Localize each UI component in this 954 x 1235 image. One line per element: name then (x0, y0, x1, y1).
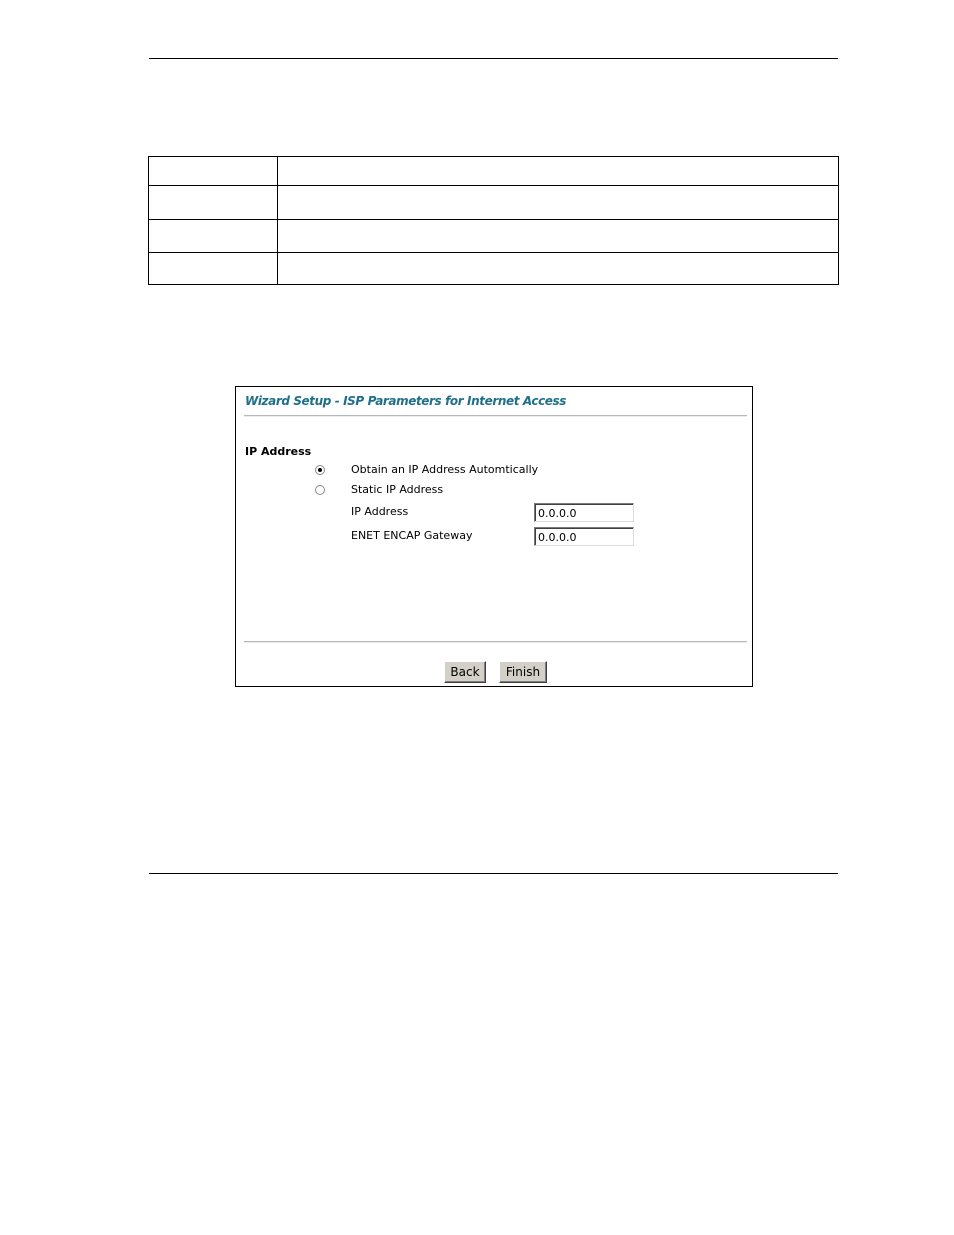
ip-address-input[interactable] (534, 503, 634, 522)
back-button[interactable]: Back (444, 661, 486, 683)
table-cell (278, 220, 839, 253)
table-row (149, 186, 839, 220)
footer-divider (244, 641, 747, 643)
gateway-label: ENET ENCAP Gateway (351, 529, 473, 542)
ip-address-section-label: IP Address (245, 445, 312, 458)
static-ip-label: Static IP Address (351, 483, 444, 496)
wizard-panel (235, 386, 753, 687)
table-cell (278, 186, 839, 220)
gateway-input[interactable] (534, 527, 634, 546)
empty-table (148, 156, 839, 285)
table-cell (149, 157, 278, 186)
table-cell (149, 220, 278, 253)
header-rule (149, 58, 838, 59)
ip-address-label: IP Address (351, 505, 409, 518)
table-cell (278, 157, 839, 186)
table-cell (149, 253, 278, 285)
footer-rule (149, 873, 838, 874)
table-cell (278, 253, 839, 285)
title-divider (244, 415, 747, 417)
wizard-title: Wizard Setup - ISP Parameters for Internet Access (245, 394, 567, 408)
table-row (149, 220, 839, 253)
obtain-auto-label: Obtain an IP Address Automtically (351, 463, 539, 476)
table-row (149, 157, 839, 186)
static-ip-radio[interactable] (315, 485, 325, 495)
obtain-auto-radio[interactable] (315, 465, 325, 475)
table-row (149, 253, 839, 285)
table-cell (149, 186, 278, 220)
finish-button[interactable]: Finish (499, 661, 547, 683)
